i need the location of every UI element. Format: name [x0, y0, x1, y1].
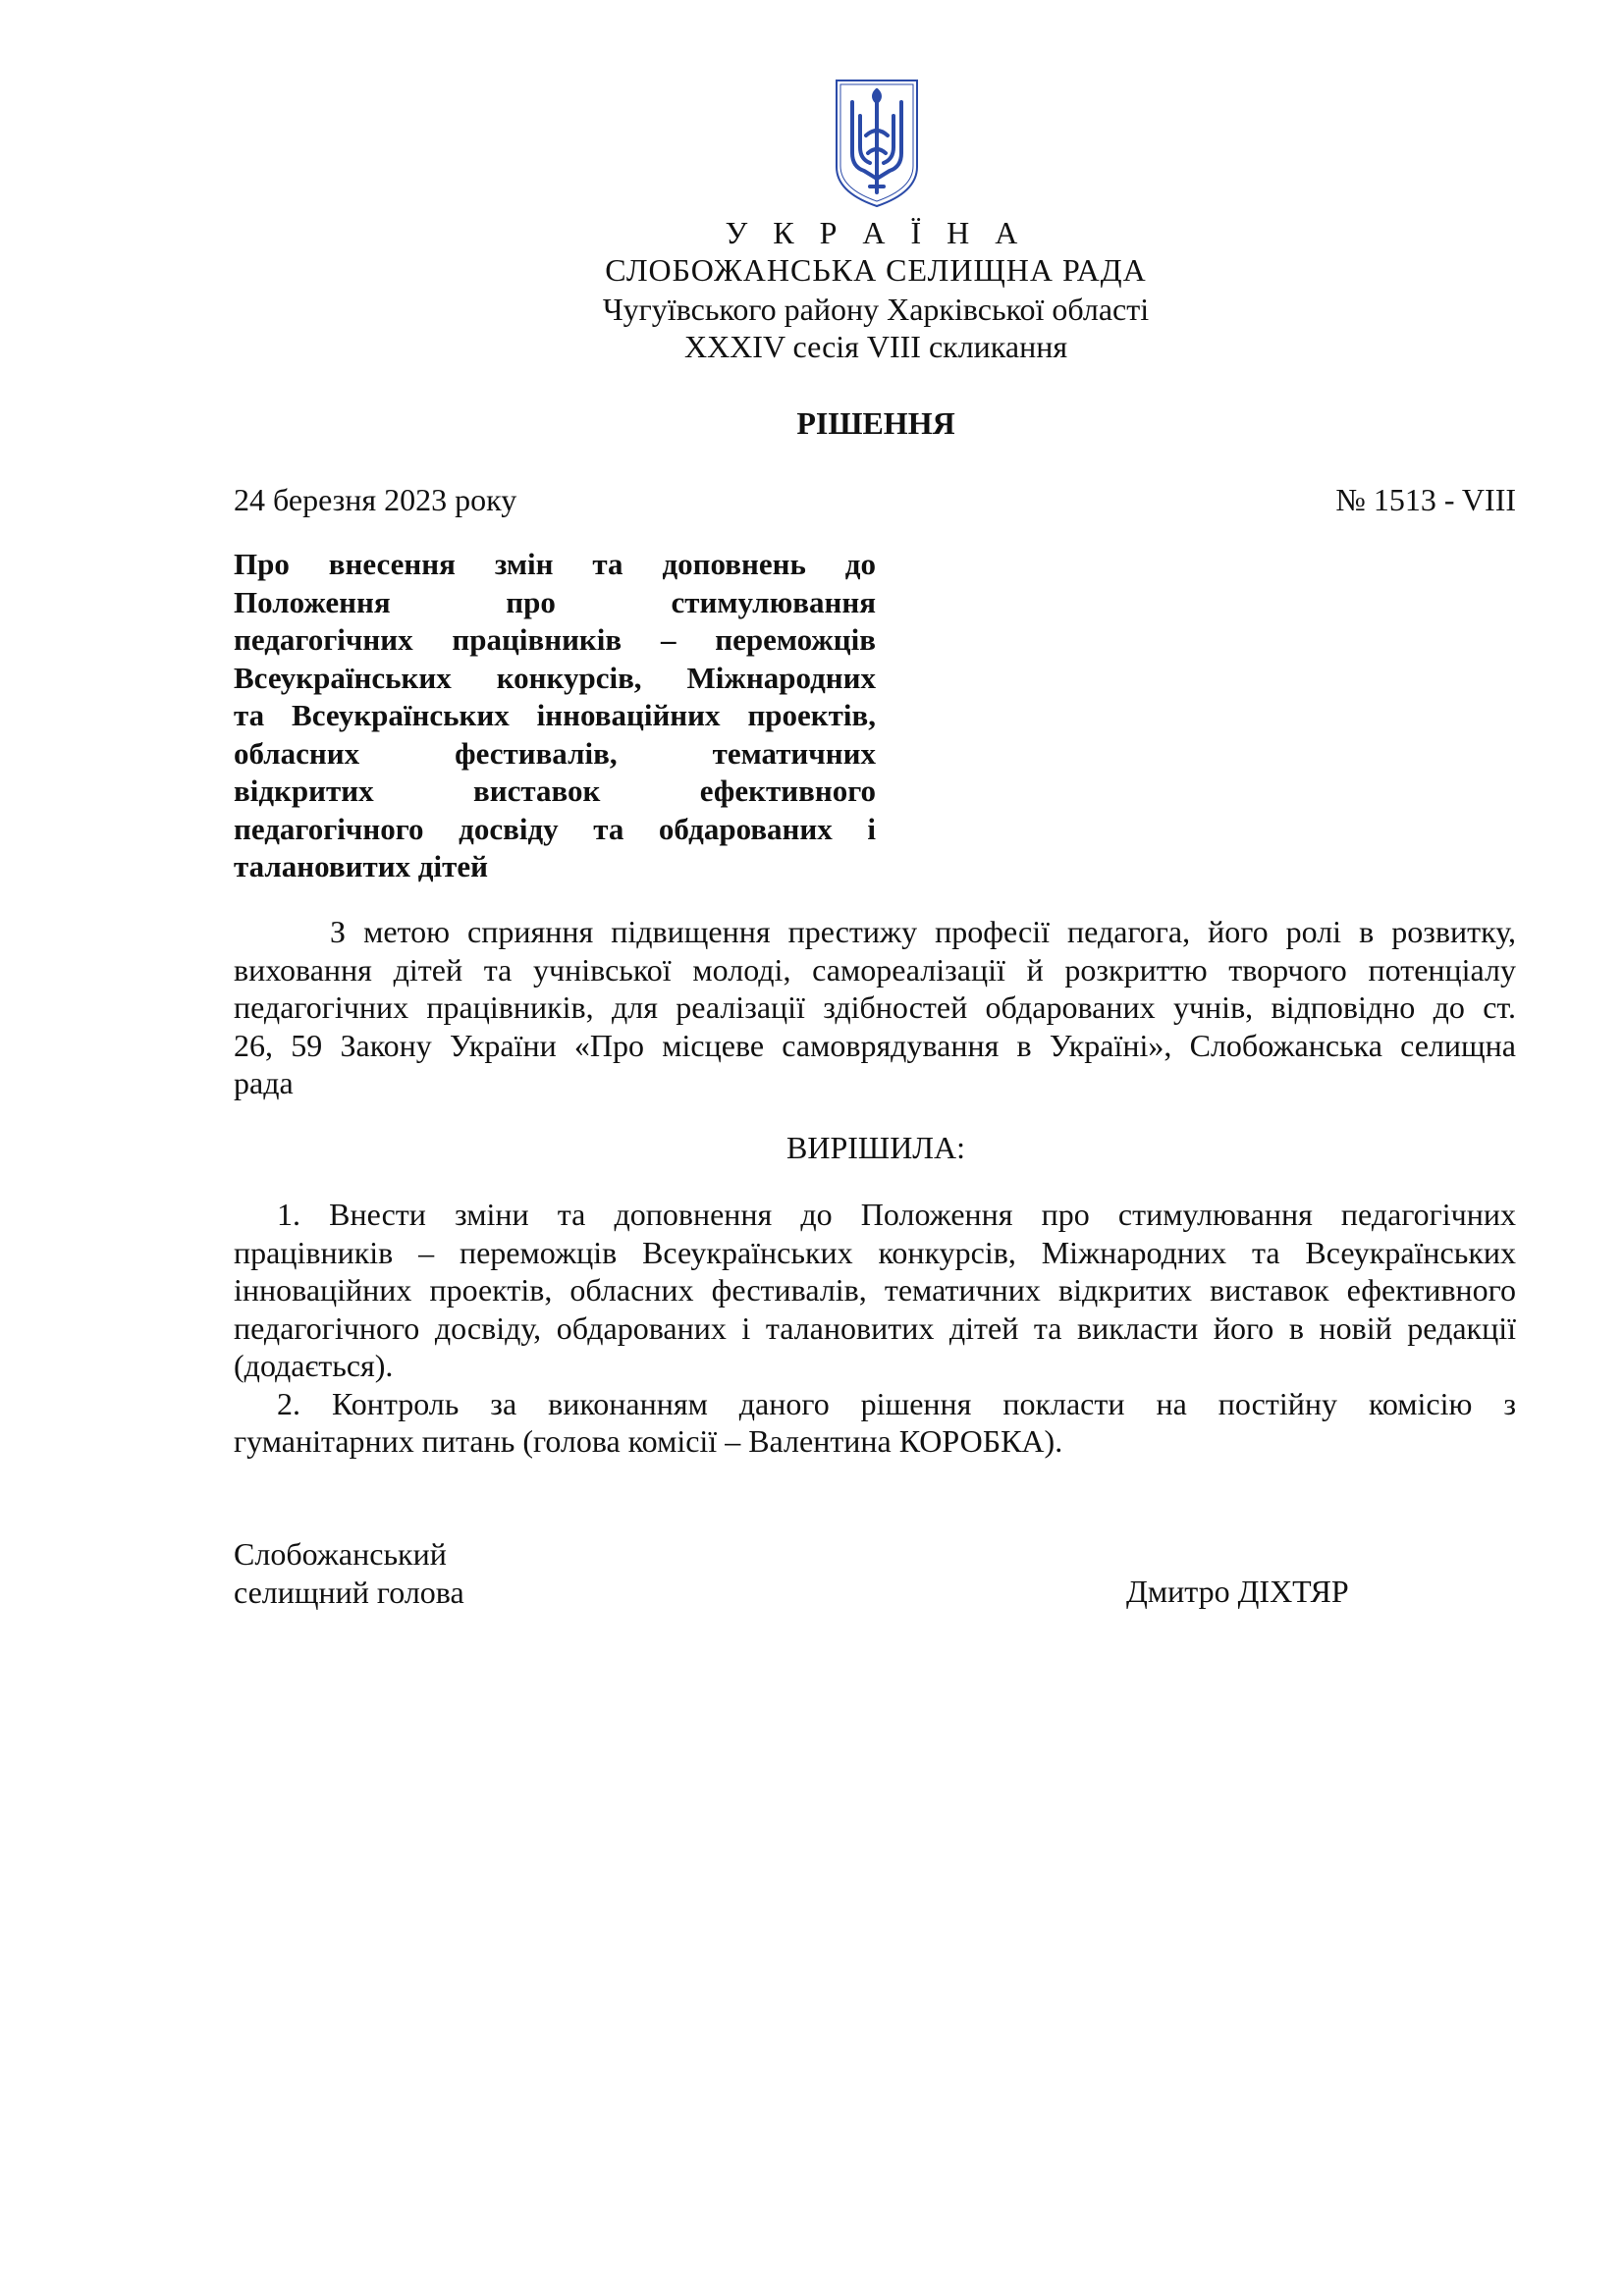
item-1-line: працівників – переможців Всеукраїнських конкурсів, Міжнародних та Всеукраїнських: [234, 1234, 1516, 1270]
preamble-line: виховання дітей та учнівської молоді, самореалізації й розкриттю творчого потенціалу: [234, 951, 1516, 988]
subject-line: педагогічного досвіду та обдарованих і: [234, 811, 876, 846]
signatory-title-line: Слобожанський: [234, 1536, 447, 1572]
preamble-line: рада: [234, 1065, 294, 1100]
item-2-line: гуманітарних питань (голова комісії – Валентина КОРОБКА).: [234, 1423, 1063, 1459]
item-1-line: 1. Внести зміни та доповнення до Положення про стимулювання педагогічних: [277, 1197, 1516, 1232]
document-date: 24 березня 2023 року: [234, 482, 517, 517]
subject-line: Положення про стимулювання: [234, 584, 876, 619]
signatory-title-line: селищний голова: [234, 1574, 464, 1610]
session-heading: XXXIV сесія VIII скликання: [683, 329, 1068, 364]
document-title: РІШЕННЯ: [796, 405, 955, 441]
council-heading: СЛОБОЖАНСЬКА СЕЛИЩНА РАДА: [605, 252, 1147, 288]
subject-line: Про внесення змін та доповнень до: [234, 547, 876, 581]
subject-line: обласних фестивалів, тематичних: [234, 735, 876, 771]
tryzub-coat-of-arms-icon: [831, 77, 923, 210]
signatory-name: Дмитро ДІХТЯР: [1126, 1574, 1349, 1609]
item-1-line: (додається).: [234, 1348, 394, 1383]
preamble-line: З метою сприяння підвищення престижу професії педагога, його ролі в розвитку,: [330, 914, 1516, 949]
document-number: № 1513 - VIII: [1335, 482, 1516, 517]
district-heading: Чугуївського району Харківської області: [602, 292, 1150, 327]
item-1-line: інноваційних проектів, обласних фестивалів, тематичних відкритих виставок ефективного: [234, 1272, 1516, 1308]
signatory-title: [234, 1535, 464, 1611]
item-1-line: педагогічного досвіду, обдарованих і талановитих дітей та викласти його в новій редакції: [234, 1309, 1516, 1346]
subject-line: талановитих дітей: [234, 849, 488, 883]
subject-line: Всеукраїнських конкурсів, Міжнародних: [234, 660, 876, 695]
subject-line: педагогічних працівників – переможців: [234, 622, 876, 657]
subject-line: та Всеукраїнських інноваційних проектів,: [234, 698, 876, 732]
decision-subject: [234, 546, 876, 886]
resolved-heading: ВИРІШИЛА:: [786, 1130, 965, 1165]
country-heading: У К Р А Ї Н А: [725, 215, 1027, 250]
item-2-line: 2. Контроль за виконанням даного рішення покласти на постійну комісію з: [277, 1385, 1516, 1421]
preamble-line: педагогічних працівників, для реалізації здібностей обдарованих учнів, відповідно до ст.: [234, 989, 1516, 1025]
preamble-paragraph: [234, 913, 1516, 1102]
decision-items: [234, 1196, 1516, 1461]
subject-line: відкритих виставок ефективного: [234, 774, 876, 808]
preamble-line: 26, 59 Закону України «Про місцеве самоврядування в Україні», Слобожанська селищна: [234, 1027, 1516, 1063]
